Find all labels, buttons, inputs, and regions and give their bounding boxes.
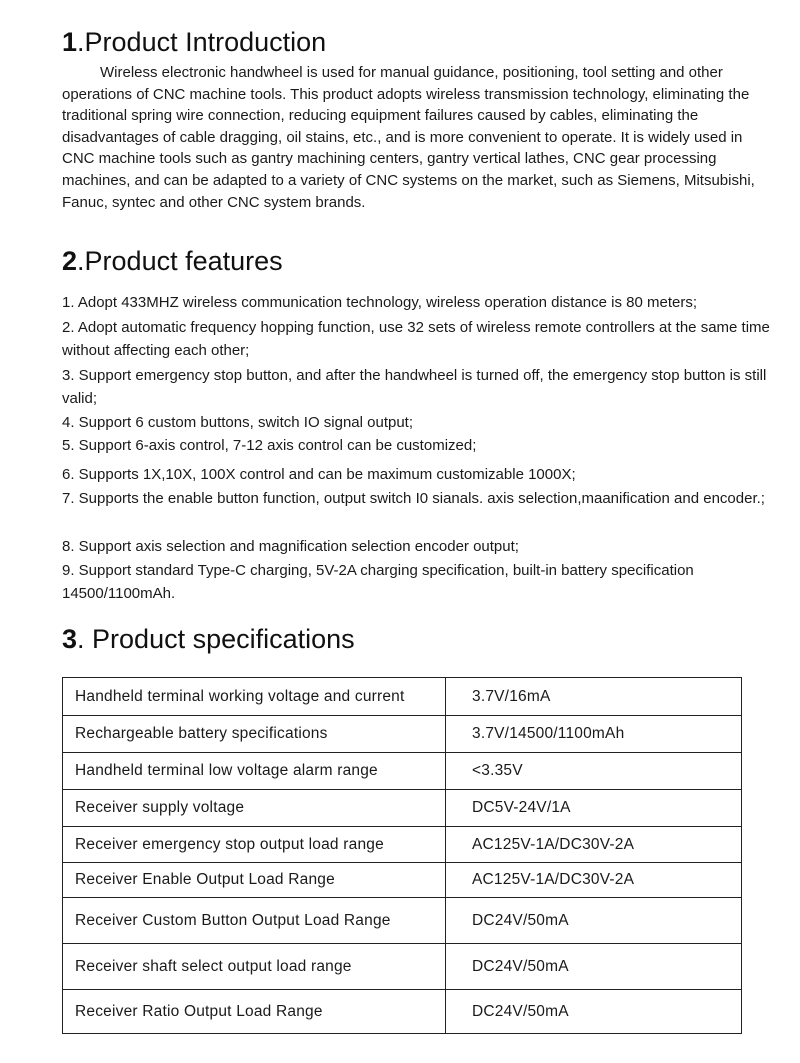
feature-item-1: 1. Adopt 433MHZ wireless communication technology, wireless operation distance is 80 meters; bbox=[62, 294, 698, 311]
feature-item-7: 7. Supports the enable button function, output switch I0 sianals. axis selection,maanification and encoder.; bbox=[62, 490, 765, 507]
section-title: .Product features bbox=[77, 246, 283, 276]
table-row bbox=[63, 990, 742, 1034]
table-row bbox=[63, 944, 742, 990]
spec-value: DC24V/50mA bbox=[446, 944, 742, 990]
section-title: .Product Introduction bbox=[77, 27, 327, 57]
spec-value: <3.35V bbox=[446, 753, 742, 790]
feature-item-6: 6. Supports 1X,10X, 100X control and can be maximum customizable 1000X; bbox=[62, 466, 576, 483]
section-number: 1 bbox=[62, 27, 78, 57]
spec-label: Receiver Custom Button Output Load Range bbox=[63, 898, 446, 944]
spec-label: Handheld terminal low voltage alarm range bbox=[63, 753, 446, 790]
feature-item-5: 5. Support 6-axis control, 7-12 axis control can be customized; bbox=[62, 437, 477, 454]
table-row bbox=[63, 898, 742, 944]
feature-item-9: 9. Support standard Type-C charging, 5V-2A charging specification, built-in battery specification 14500/1100mAh. bbox=[62, 562, 694, 602]
table-row bbox=[63, 716, 742, 753]
section-title: . Product specifications bbox=[77, 624, 355, 654]
spec-label: Rechargeable battery specifications bbox=[63, 716, 446, 753]
spec-value: 3.7V/16mA bbox=[446, 678, 742, 716]
section-heading-specifications bbox=[62, 624, 355, 655]
section-heading-introduction bbox=[62, 27, 326, 58]
specifications-table bbox=[62, 677, 742, 1034]
spec-value: DC24V/50mA bbox=[446, 990, 742, 1034]
section-heading-features bbox=[62, 246, 283, 277]
spec-value: AC125V-1A/DC30V-2A bbox=[446, 863, 742, 898]
spec-label: Receiver Enable Output Load Range bbox=[63, 863, 446, 898]
feature-item-8: 8. Support axis selection and magnification selection encoder output; bbox=[62, 538, 519, 555]
feature-item-2: 2. Adopt automatic frequency hopping function, use 32 sets of wireless remote controllers at the same time without affecting each other; bbox=[62, 319, 770, 359]
table-row bbox=[63, 827, 742, 863]
table-row bbox=[63, 790, 742, 827]
spec-label: Receiver emergency stop output load range bbox=[63, 827, 446, 863]
feature-item-3: 3. Support emergency stop button, and after the handwheel is turned off, the emergency stop button is still valid; bbox=[62, 367, 767, 407]
section-number: 3 bbox=[62, 624, 78, 654]
spec-label: Handheld terminal working voltage and current bbox=[63, 678, 446, 716]
spec-label: Receiver supply voltage bbox=[63, 790, 446, 827]
spec-label: Receiver shaft select output load range bbox=[63, 944, 446, 990]
spec-label: Receiver Ratio Output Load Range bbox=[63, 990, 446, 1034]
spec-value: DC5V-24V/1A bbox=[446, 790, 742, 827]
table-row bbox=[63, 678, 742, 716]
feature-item-4: 4. Support 6 custom buttons, switch IO signal output; bbox=[62, 414, 414, 431]
section-number: 2 bbox=[62, 246, 78, 276]
spec-value: 3.7V/14500/1100mAh bbox=[446, 716, 742, 753]
spec-value: DC24V/50mA bbox=[446, 898, 742, 944]
spec-value: AC125V-1A/DC30V-2A bbox=[446, 827, 742, 863]
table-row bbox=[63, 753, 742, 790]
introduction-paragraph: Wireless electronic handwheel is used for manual guidance, positioning, tool setting and other operations of CNC machine tools. This product adopts wireless transmission technology, eliminating the traditional spring wire connection, reducing equipment failures caused by cables, eliminating the disadvantages of cable dragging, oil stains, etc., and is more convenient to operate. It is widely used in CNC machine tools such as gantry machining centers, gantry vertical lathes, CNC gear processing machines, and can be adapted to a variety of CNC systems on the market, such as Siemens, Mitsubishi, Fanuc, syntec and other CNC system brands. bbox=[62, 64, 755, 211]
table-row bbox=[63, 863, 742, 898]
